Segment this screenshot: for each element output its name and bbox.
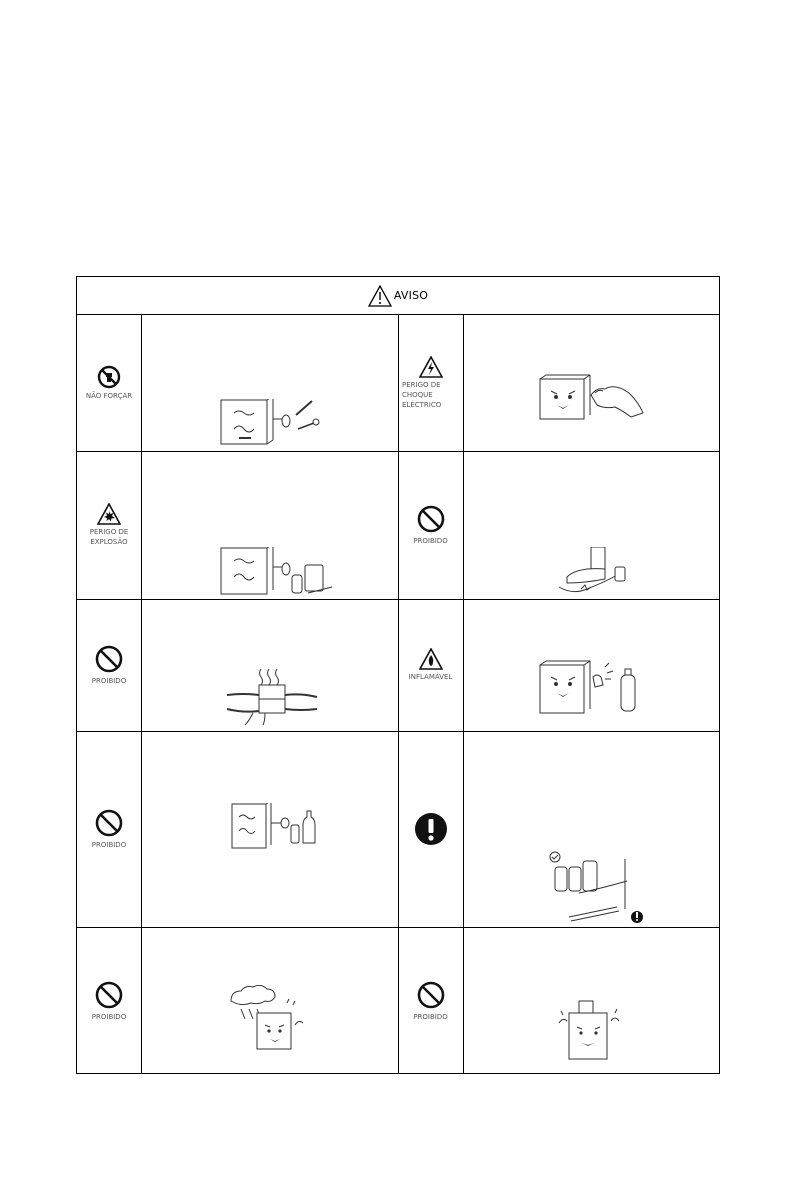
illustration-bottles-near-unit — [231, 803, 331, 853]
warning-table — [76, 276, 720, 1074]
row5-left-icon-cell — [77, 927, 141, 1075]
explosion-icon — [97, 503, 121, 525]
prohibited-icon — [94, 644, 124, 674]
row3-left-icon-cell — [77, 599, 141, 731]
row4-left-label: PROIBIDO — [91, 841, 127, 849]
row2-left-icon-cell — [77, 451, 141, 599]
row2-left-label-line1: PERIGO DE — [89, 528, 129, 536]
electric-shock-icon — [419, 356, 443, 378]
no-disassembly-icon — [97, 365, 121, 389]
row3-left-label: PROIBIDO — [91, 677, 127, 685]
row1-right-label-line3: ELÉCTRICO — [402, 401, 442, 409]
row2-right-label: PROIBIDO — [413, 537, 448, 545]
prohibited-icon — [416, 504, 446, 534]
row2-right-icon-cell — [398, 451, 463, 599]
row5-right-label: PROIBIDO — [413, 1013, 448, 1021]
row1-right-icon-cell — [398, 315, 463, 451]
row3-right-label: INFLAMÁVEL — [408, 673, 453, 681]
prohibited-icon — [94, 980, 124, 1010]
mandatory-exclamation-icon — [414, 812, 448, 846]
prohibited-icon — [94, 808, 124, 838]
illustration-flammable-spray — [539, 657, 649, 717]
warning-header — [77, 277, 719, 315]
illustration-wet-hands — [539, 373, 649, 423]
row2-left-label-line2: EXPLOSÃO — [90, 538, 128, 546]
warning-title: AVISO — [393, 289, 429, 302]
row1-right-label-line1: PERIGO DE — [402, 381, 441, 389]
flammable-icon — [419, 648, 443, 670]
illustration-storing-bottles — [549, 849, 649, 925]
row4-left-icon-cell — [77, 731, 141, 927]
illustration-step-on-cord — [557, 547, 637, 597]
illustration-rain-on-unit — [227, 985, 327, 1055]
row4-right-icon-cell — [398, 731, 463, 927]
row1-right-label-line2: CHOQUE — [402, 391, 433, 399]
illustration-disassembly — [220, 399, 340, 449]
warning-triangle-icon — [368, 285, 392, 307]
illustration-objects-on-unit — [551, 997, 631, 1063]
prohibited-icon — [416, 980, 446, 1010]
row3-right-icon-cell — [398, 599, 463, 731]
illustration-overloaded-socket — [223, 667, 323, 727]
row1-left-label: NÃO FORÇAR — [85, 392, 133, 400]
illustration-explosion-spray — [220, 547, 340, 597]
row5-right-icon-cell — [398, 927, 463, 1075]
row1-left-icon-cell — [77, 315, 141, 451]
row5-left-label: PROIBIDO — [91, 1013, 127, 1021]
